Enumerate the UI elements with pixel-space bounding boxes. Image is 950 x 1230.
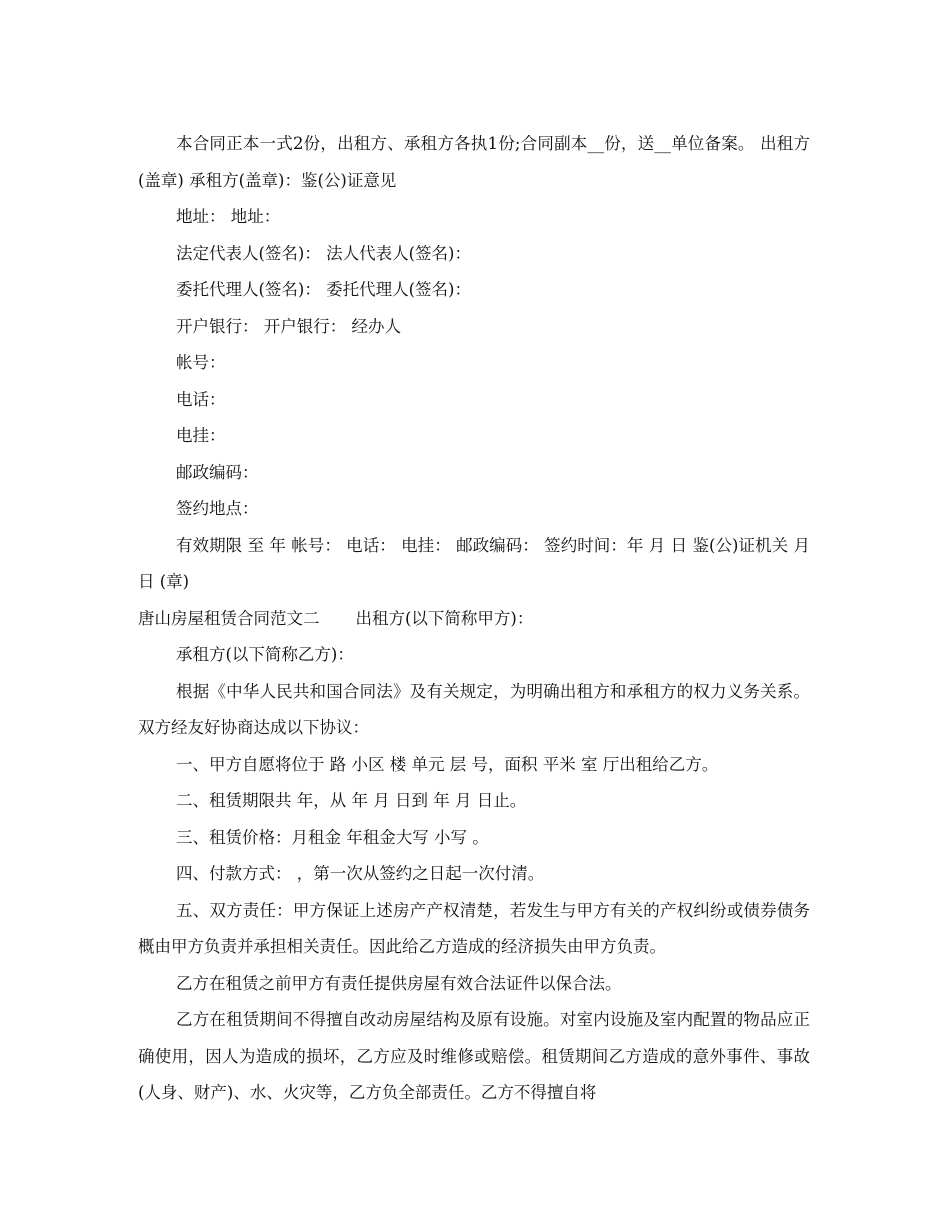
clause-4: 四、付款方式： ，第一次从签约之日起一次付清。 [176,864,545,883]
paragraph-telegraph: 电挂： [176,426,226,445]
paragraph-sign-place: 签约地点： [176,499,259,518]
paragraph-copies: 本合同正本一式2份，出租方、承租方各执1份;合同副本__份，送__单位备案。 出租方(盖章) 承租方(盖章)：鉴(公)证意见 [138,134,810,190]
section-title: 唐山房屋租赁合同范文二 [138,608,320,628]
document-page [138,126,810,1112]
paragraph-certificate: 乙方在租赁之前甲方有责任提供房屋有效合法证件以保合法。 [176,973,622,993]
paragraph-legal-rep: 法定代表人(签名)： 法人代表人(签名)： [176,243,471,263]
paragraph-basis: 根据《中华人民共和国合同法》及有关规定，为明确出租方和承租方的权力义务关系。双方经友好协商达成以下协议： [138,681,810,737]
paragraph-address: 地址： 地址： [176,207,281,226]
paragraph-bank: 开户银行： 开户银行： 经办人 [176,316,401,336]
paragraph-phone: 电话： [176,389,226,409]
paragraph-agent: 委托代理人(签名)： 委托代理人(签名)： [176,280,471,299]
section-first-line: 出租方(以下简称甲方)： [355,608,534,628]
paragraph-postcode: 邮政编码： [176,462,259,482]
paragraph-validity: 有效期限 至 年 帐号： 电话： 电挂： 邮政编码： 签约时间：年 月 日 鉴(公)证机关 月 日 (章) [138,535,810,591]
paragraph-lessee-duties: 乙方在租赁期间不得擅自改动房屋结构及原有设施。对室内设施及室内配置的物品应正确使用，因人为造成的损坏，乙方应及时维修或赔偿。租赁期间乙方造成的意外事件、事故(人身、财产)、水、火灾等，乙方负全部责任。乙方不得擅自将 [138,1010,810,1102]
clause-3: 三、租赁价格：月租金 年租金大写 小写 。 [176,827,489,847]
clause-1: 一、甲方自愿将位于 路 小区 楼 单元 层 号，面积 平米 室 厅出租给乙方。 [176,754,719,774]
section-heading-line [138,601,810,638]
paragraph-account: 帐号： [176,353,226,372]
clause-2: 二、租赁期限共 年，从 年 月 日到 年 月 日止。 [176,791,527,810]
paragraph-lessee: 承租方(以下简称乙方)： [176,645,354,664]
clause-5: 五、双方责任：甲方保证上述房产产权清楚，若发生与甲方有关的产权纠纷或债券债务概由甲方负责并承担相关责任。因此给乙方造成的经济损失由甲方负责。 [138,900,810,956]
